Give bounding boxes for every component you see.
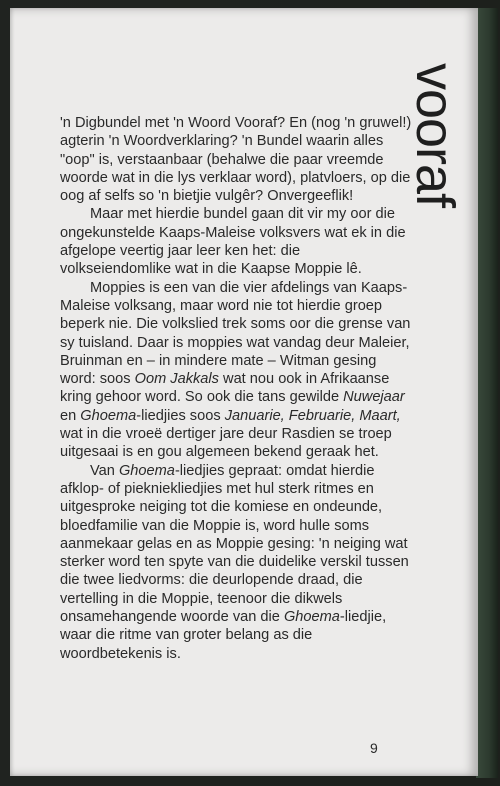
paragraph-1 (60, 114, 415, 205)
italic-text: Oom Jakkals (134, 371, 219, 388)
italic-text: Nuwejaar (343, 389, 405, 406)
text-segment: -liedjies gepraat: omdat hierdie afklop- of piekniekliedjies met hul sterk ritmes en uitgesproke neiging tot die komiese en ondeunde, bloedfamilie van die Moppie is, word hulle soms aanmekaar gelas en as Moppie gesing: 'n neiging wat sterker word ten spyte van die duidelike verskil tussen die twee liedvorms: die deurlopende draad, die vertelling in die Moppie, teenoor die dikwels onsamehangende woorde van die (60, 462, 409, 626)
paragraph-4 (60, 462, 415, 663)
text-segment: -liedjie, waar die ritme van groter belang as die woordbetekenis is. (60, 609, 387, 662)
book-cover-edge (476, 8, 498, 778)
text-segment: -liedjies soos (136, 407, 225, 424)
italic-text: Ghoema (80, 407, 137, 424)
text-segment: wat nou ook in Afrikaanse kring gehoor word. So ook die tans gewilde (60, 371, 390, 406)
text-segment: Moppies is een van die vier afdelings van Kaaps-Maleise volksang, maar word nie tot hierdie groep beperk nie. Die volkslied trek soms oor die grense van sy tuisland. Daar is moppies wat vandag deur Maleier, Bruinman en – in mindere mate – Witman gesing word: soos (60, 279, 411, 388)
chapter-title-text: vooraf (405, 62, 465, 208)
italic-text: Januarie, Februarie, Maart, (224, 407, 401, 424)
page-number: 9 (370, 740, 378, 756)
book-page (10, 8, 478, 776)
text-segment: Van (90, 462, 119, 479)
text-segment: 'n Digbundel met 'n Woord Vooraf? En (nog 'n gruwel!) agterin 'n Woordverklaring? 'n Bundel waarin alles "oop" is, verstaanbaar (behalwe die paar vreemde woorde wat in die lys verklaar word), platvloers, op die oog af selfs so 'n bietjie vulgêr? Onvergeeflik! (60, 115, 412, 205)
body-text (60, 114, 415, 663)
paragraph-2 (60, 205, 415, 278)
paragraph-3 (60, 279, 415, 462)
chapter-title (405, 30, 465, 240)
italic-text: Ghoema (283, 609, 340, 626)
italic-text: Ghoema (118, 462, 175, 479)
text-segment: en (60, 407, 81, 424)
text-segment: Maar met hierdie bundel gaan dit vir my oor die ongekunstelde Kaaps-Maleise volksvers wat ek in die afgelope veertig jaar leer ken het: die volkseiendomlike wat in die Kaapse Moppie lê. (60, 206, 406, 278)
text-segment: wat in die vroeë dertiger jare deur Rasdien se troep uitgesaai is en gou algemeen bekend geraak het. (60, 426, 392, 461)
